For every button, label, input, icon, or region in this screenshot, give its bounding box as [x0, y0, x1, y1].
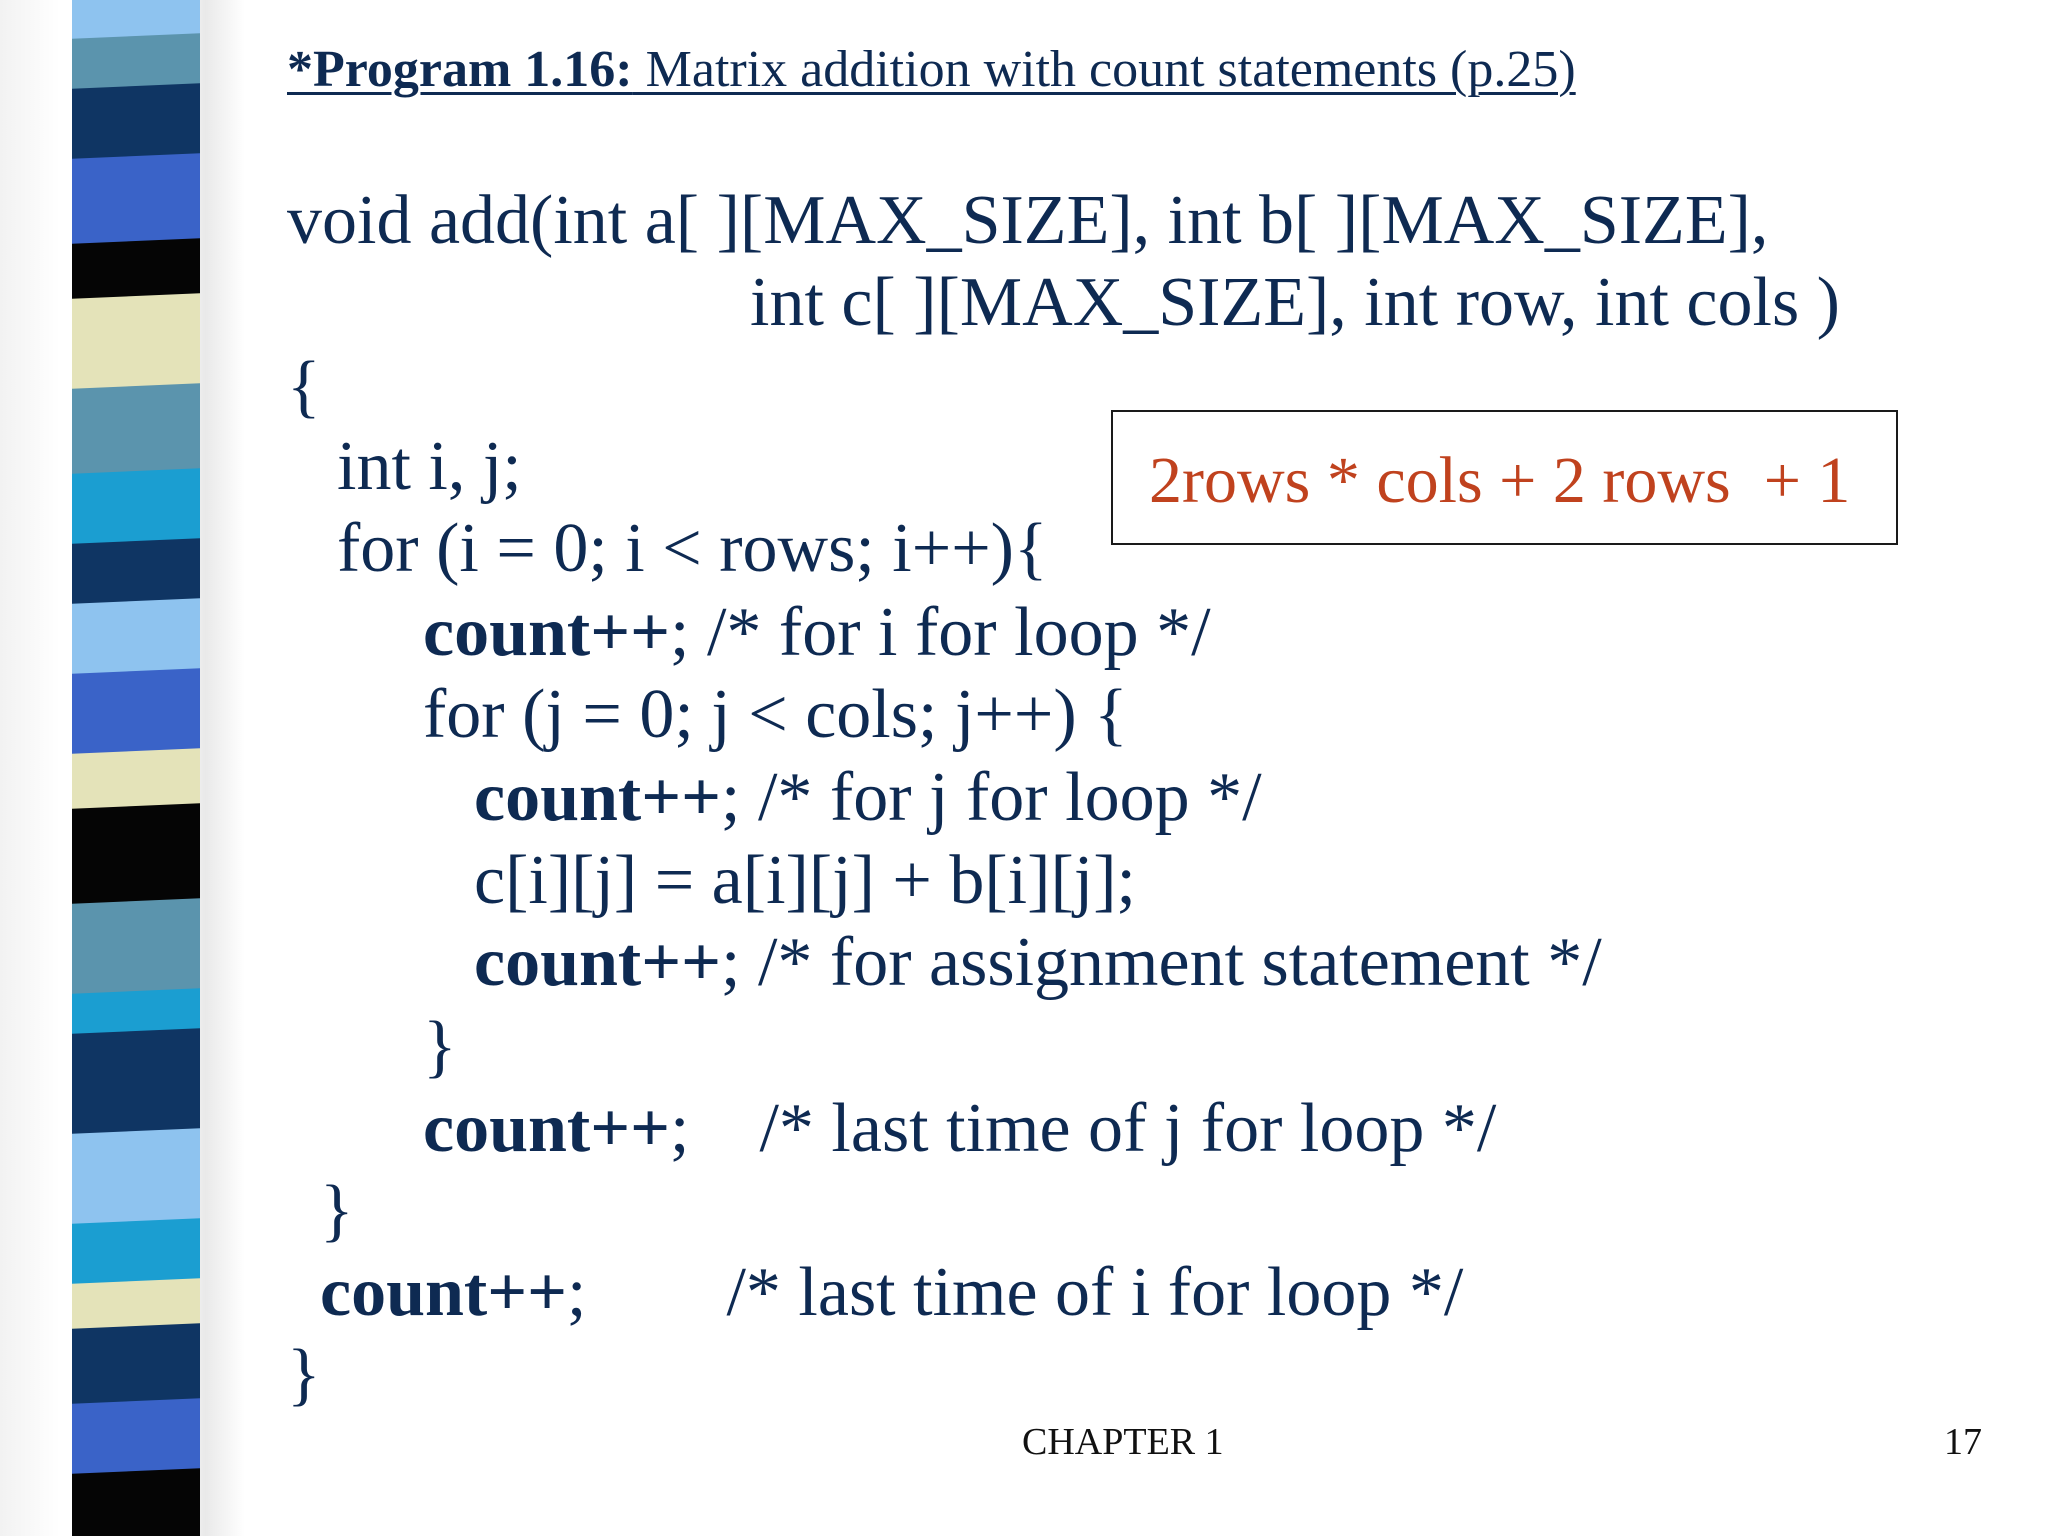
code-comment: ; /* for i for loop */ [670, 594, 1211, 671]
stripe-band [72, 1128, 200, 1232]
code-line-3: { [287, 348, 321, 425]
decorative-stripe-bar [72, 0, 200, 1536]
count-keyword: count++ [474, 759, 722, 836]
count-keyword: count++ [474, 924, 722, 1001]
code-line-12 [423, 1090, 1497, 1167]
code-line-2: int c[ ][MAX_SIZE], int row, int cols ) [750, 264, 1840, 341]
code-line-13: } [320, 1172, 354, 1249]
code-line-8 [474, 759, 1262, 836]
code-line-10 [474, 924, 1602, 1001]
title-description: Matrix addition with count statements (p.25) [632, 41, 1576, 98]
code-line-4: int i, j; [337, 428, 522, 505]
code-line-11: } [423, 1008, 457, 1085]
count-keyword: count++ [423, 594, 671, 671]
complexity-formula: 2rows * cols + 2 rows + 1 [1149, 444, 1851, 517]
code-comment: ; /* last time of i for loop */ [567, 1254, 1464, 1331]
code-line-6 [423, 594, 1211, 671]
stripe-band [72, 898, 200, 1002]
code-line-15: } [287, 1336, 321, 1413]
code-line-5: for (i = 0; i < rows; i++){ [337, 510, 1048, 587]
complexity-callout-box [1111, 410, 1898, 545]
stripe-band [72, 153, 200, 252]
stripe-band [72, 803, 200, 912]
count-keyword: count++ [320, 1254, 568, 1331]
code-line-9: c[i][j] = a[i][j] + b[i][j]; [474, 842, 1136, 919]
stripe-band [72, 668, 200, 762]
page-number: 17 [1944, 1421, 1982, 1463]
code-line-14 [320, 1254, 1464, 1331]
code-comment: ; /* last time of j for loop */ [670, 1090, 1497, 1167]
code-line-1: void add(int a[ ][MAX_SIZE], int b[ ][MAX_SIZE], [287, 182, 1769, 259]
stripe-band [72, 1028, 200, 1142]
stripe-band [72, 1468, 200, 1536]
count-keyword: count++ [423, 1090, 671, 1167]
title-program-label: *Program 1.16: [287, 41, 633, 98]
footer-chapter: CHAPTER 1 [1022, 1421, 1224, 1463]
code-comment: ; /* for assignment statement */ [721, 924, 1602, 1001]
stripe-band [72, 383, 200, 482]
slide-title [287, 40, 1576, 99]
stripe-band [72, 293, 200, 397]
code-comment: ; /* for j for loop */ [721, 759, 1262, 836]
code-line-7: for (j = 0; j < cols; j++) { [423, 676, 1128, 753]
